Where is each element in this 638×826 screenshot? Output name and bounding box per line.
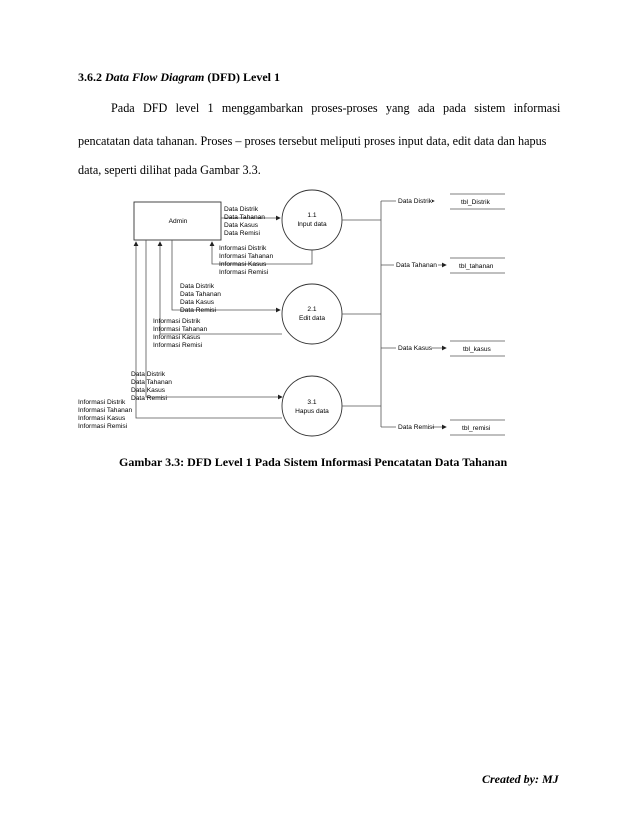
process-1-id: 1.1 <box>307 212 317 219</box>
footer-credit: Created by: MJ <box>482 772 559 786</box>
process-input-data <box>282 190 342 250</box>
flow-6-info-kasus: Informasi Kasus <box>78 415 126 422</box>
store-tbl-tahanan: tbl_tahanan <box>459 263 494 270</box>
process-2-id: 2.1 <box>307 306 317 313</box>
flow-1-data-remisi: Data Remisi <box>224 230 260 237</box>
flow-3-data-tahanan: Data Tahanan <box>180 291 221 298</box>
flow-6-info-remisi: Informasi Remisi <box>78 423 128 430</box>
flow-1-data-kasus: Data Kasus <box>224 222 259 229</box>
flow-6-info-distrik: Informasi Distrik <box>78 399 126 406</box>
section-number: 3.6.2 <box>78 70 102 84</box>
flow-4-info-tahanan: Informasi Tahanan <box>153 326 208 333</box>
flow-5-data-kasus: Data Kasus <box>131 387 166 394</box>
process-hapus-data <box>282 376 342 436</box>
store-flow-distrik: Data Distrik <box>398 198 433 205</box>
flow-5-data-distrik: Data Distrik <box>131 371 166 378</box>
process-3-id: 3.1 <box>307 399 317 406</box>
flow-2-info-tahanan: Informasi Tahanan <box>219 253 274 260</box>
flow-5-data-remisi: Data Remisi <box>131 395 167 402</box>
flow-1-data-tahanan: Data Tahanan <box>224 214 265 221</box>
flow-3-data-remisi: Data Remisi <box>180 307 216 314</box>
flow-1-data-distrik: Data Distrik <box>224 206 259 213</box>
store-flow-tahanan: Data Tahanan <box>396 262 437 269</box>
flow-3-data-distrik: Data Distrik <box>180 283 215 290</box>
flow-2-info-kasus: Informasi Kasus <box>219 261 267 268</box>
store-tbl-kasus: tbl_kasus <box>463 346 491 353</box>
flow-2-info-distrik: Informasi Distrik <box>219 245 267 252</box>
flow-3-data-kasus: Data Kasus <box>180 299 215 306</box>
flow-4-info-kasus: Informasi Kasus <box>153 334 201 341</box>
admin-label: Admin <box>168 218 188 225</box>
flow-4-info-distrik: Informasi Distrik <box>153 318 201 325</box>
paragraph-line-3: data, seperti dilihat pada Gambar 3.3. <box>78 163 261 177</box>
process-3-name: Hapus data <box>295 408 329 415</box>
process-1-name: Input data <box>297 221 327 228</box>
paragraph-line-1: Pada DFD level 1 menggambarkan proses-proses yang ada pada sistem informasi <box>111 101 561 115</box>
section-title-rest: (DFD) Level 1 <box>207 70 281 84</box>
flow-5-data-tahanan: Data Tahanan <box>131 379 172 386</box>
section-title-italic: Data Flow Diagram <box>105 70 205 84</box>
flow-4-info-remisi: Informasi Remisi <box>153 342 203 349</box>
figure-caption: Gambar 3.3: DFD Level 1 Pada Sistem Informasi Pencatatan Data Tahanan <box>119 455 508 469</box>
process-edit-data <box>282 284 342 344</box>
store-tbl-distrik: tbl_Distrik <box>461 199 490 206</box>
store-tbl-remisi: tbl_remisi <box>462 425 491 432</box>
paragraph-line-2: pencatatan data tahanan. Proses – proses tersebut meliputi proses input data, edit data dan hapus <box>78 134 547 148</box>
process-2-name: Edit data <box>298 315 326 322</box>
store-flow-remisi: Data Remisi <box>398 424 434 431</box>
flow-2-info-remisi: Informasi Remisi <box>219 269 269 276</box>
flow-6-info-tahanan: Informasi Tahanan <box>78 407 133 414</box>
store-flow-kasus: Data Kasus <box>398 345 433 352</box>
